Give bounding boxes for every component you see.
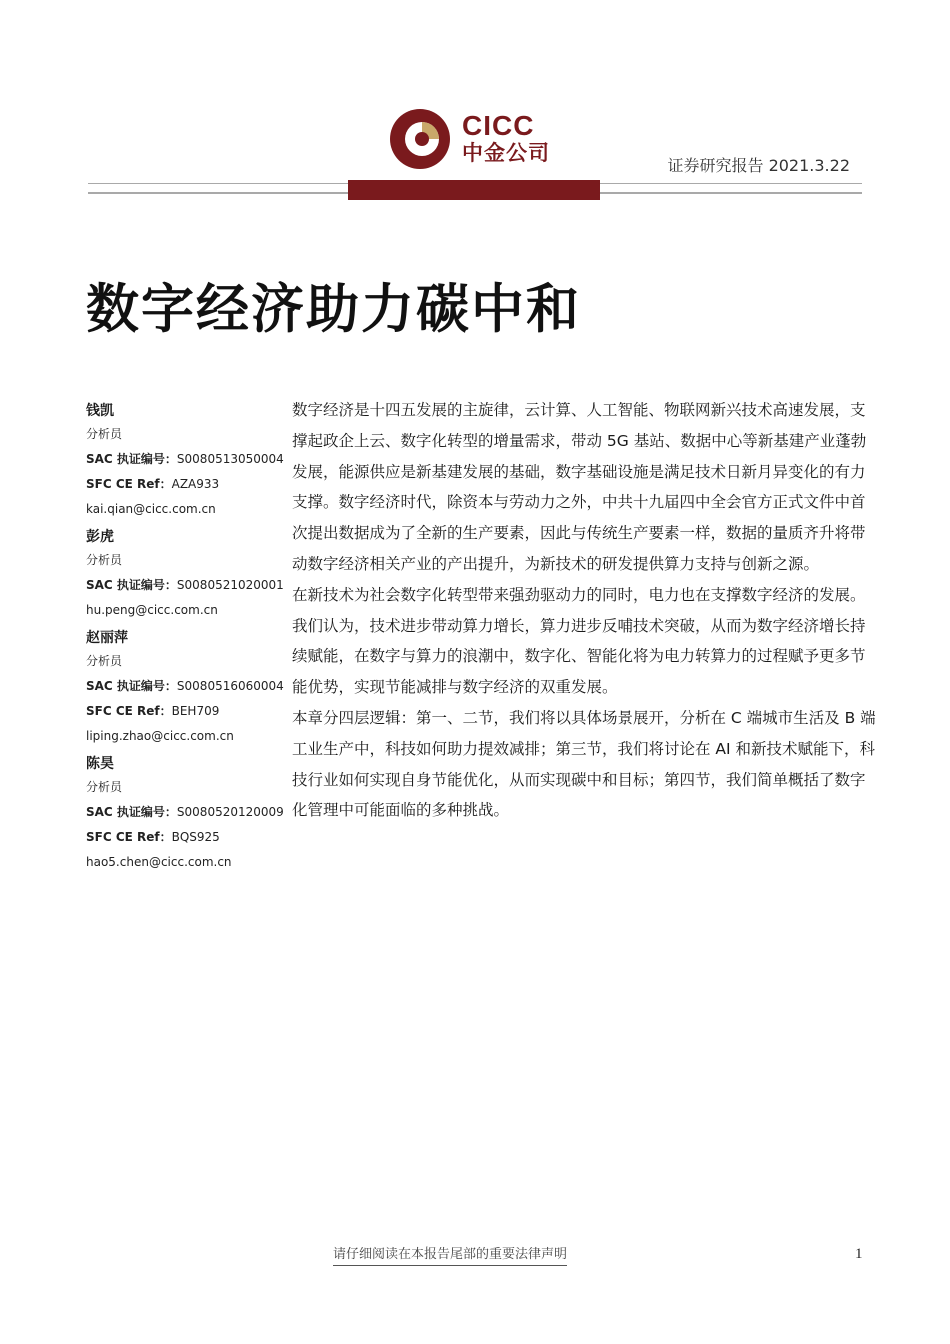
document-title: 数字经济助力碳中和 bbox=[86, 279, 581, 340]
author-card bbox=[86, 400, 286, 522]
sfc-id: AZA933 bbox=[171, 477, 220, 491]
author-email[interactable]: hao5.chen@cicc.com.cn bbox=[86, 855, 232, 869]
author-sac bbox=[86, 447, 286, 472]
sfc-label: SFC CE Ref： bbox=[86, 830, 172, 844]
sac-id: S0080513050004 bbox=[176, 452, 284, 466]
author-role: 分析员 bbox=[86, 553, 123, 567]
header-accent-bar bbox=[348, 180, 600, 200]
author-sfc bbox=[86, 825, 286, 850]
report-date: 2021.3.22 bbox=[768, 156, 850, 175]
sfc-label: SFC CE Ref： bbox=[86, 477, 172, 491]
sac-label: SAC 执证编号： bbox=[86, 578, 177, 592]
sfc-id: BQS925 bbox=[171, 830, 220, 844]
author-role: 分析员 bbox=[86, 427, 123, 441]
report-type: 证券研究报告 bbox=[667, 156, 764, 175]
sac-label: SAC 执证编号： bbox=[86, 679, 177, 693]
author-name: 彭虎 bbox=[86, 529, 114, 545]
report-meta bbox=[667, 156, 850, 176]
author-name: 陈昊 bbox=[86, 756, 114, 772]
body-paragraph: 本章分四层逻辑：第一、二节，我们将以具体场景展开，分析在 C 端城市生活及 B 端工业生产中，科技如何助力提效减排；第三节，我们将讨论在 AI 和新技术赋能下，科技行业如何实现自身节能优化，从而实现碳中和目标；第四节，我们简单概括了数字化管理中可能面临的多种挑战。 bbox=[292, 708, 876, 820]
cicc-logo-icon bbox=[389, 108, 451, 170]
sac-id: S0080521020001 bbox=[176, 578, 284, 592]
author-sac bbox=[86, 800, 286, 825]
body-paragraph: 在新技术为社会数字化转型带来强劲驱动力的同时，电力也在支撑数字经济的发展。我们认为，技术进步带动算力增长，算力进步反哺技术突破，从而为数字经济增长持续赋能，在数字与算力的浪潮中，数字化、智能化将为电力转算力的过程赋予更多节能优势，实现节能减排与数字经济的双重发展。 bbox=[292, 585, 866, 697]
author-card bbox=[86, 526, 286, 623]
author-email[interactable]: hu.peng@cicc.com.cn bbox=[86, 603, 218, 617]
logo-text-en: CICC bbox=[462, 110, 535, 141]
author-sfc bbox=[86, 472, 286, 497]
sac-label: SAC 执证编号： bbox=[86, 452, 177, 466]
author-name: 赵丽萍 bbox=[86, 630, 128, 646]
author-card bbox=[86, 753, 286, 875]
author-sac bbox=[86, 674, 286, 699]
sfc-label: SFC CE Ref： bbox=[86, 704, 172, 718]
author-sfc bbox=[86, 699, 286, 724]
author-name: 钱凯 bbox=[86, 403, 114, 419]
author-email[interactable]: kai.qian@cicc.com.cn bbox=[86, 502, 216, 516]
page-number: 1 bbox=[855, 1246, 863, 1262]
body-text bbox=[292, 395, 877, 826]
sac-id: S0080520120009 bbox=[176, 805, 284, 819]
author-sac bbox=[86, 573, 286, 598]
legal-notice-link[interactable]: 请仔细阅读在本报告尾部的重要法律声明 bbox=[333, 1246, 567, 1266]
body-paragraph: 数字经济是十四五发展的主旋律，云计算、人工智能、物联网新兴技术高速发展，支撑起政企上云、数字化转型的增量需求，带动 5G 基站、数据中心等新基建产业蓬勃发展，能源供应是新基建发展的基础，数字基础设施是满足技术日新月异变化的有力支撑。数字经济时代，除资本与劳动力之外，中共十九届四中全会官方正式文件中首次提出数据成为了全新的生产要素，因此与传统生产要素一样，数据的量质齐升将带动数字经济相关产业的产出提升，为新技术的研发提供算力支持与创新之源。 bbox=[292, 401, 867, 573]
logo-text-cn: 中金公司 bbox=[462, 141, 550, 165]
author-role: 分析员 bbox=[86, 780, 123, 794]
sac-id: S0080516060004 bbox=[176, 679, 284, 693]
author-list bbox=[86, 398, 286, 879]
author-card bbox=[86, 627, 286, 749]
sfc-id: BEH709 bbox=[171, 704, 220, 718]
author-email[interactable]: liping.zhao@cicc.com.cn bbox=[86, 729, 234, 743]
author-role: 分析员 bbox=[86, 654, 123, 668]
sac-label: SAC 执证编号： bbox=[86, 805, 177, 819]
